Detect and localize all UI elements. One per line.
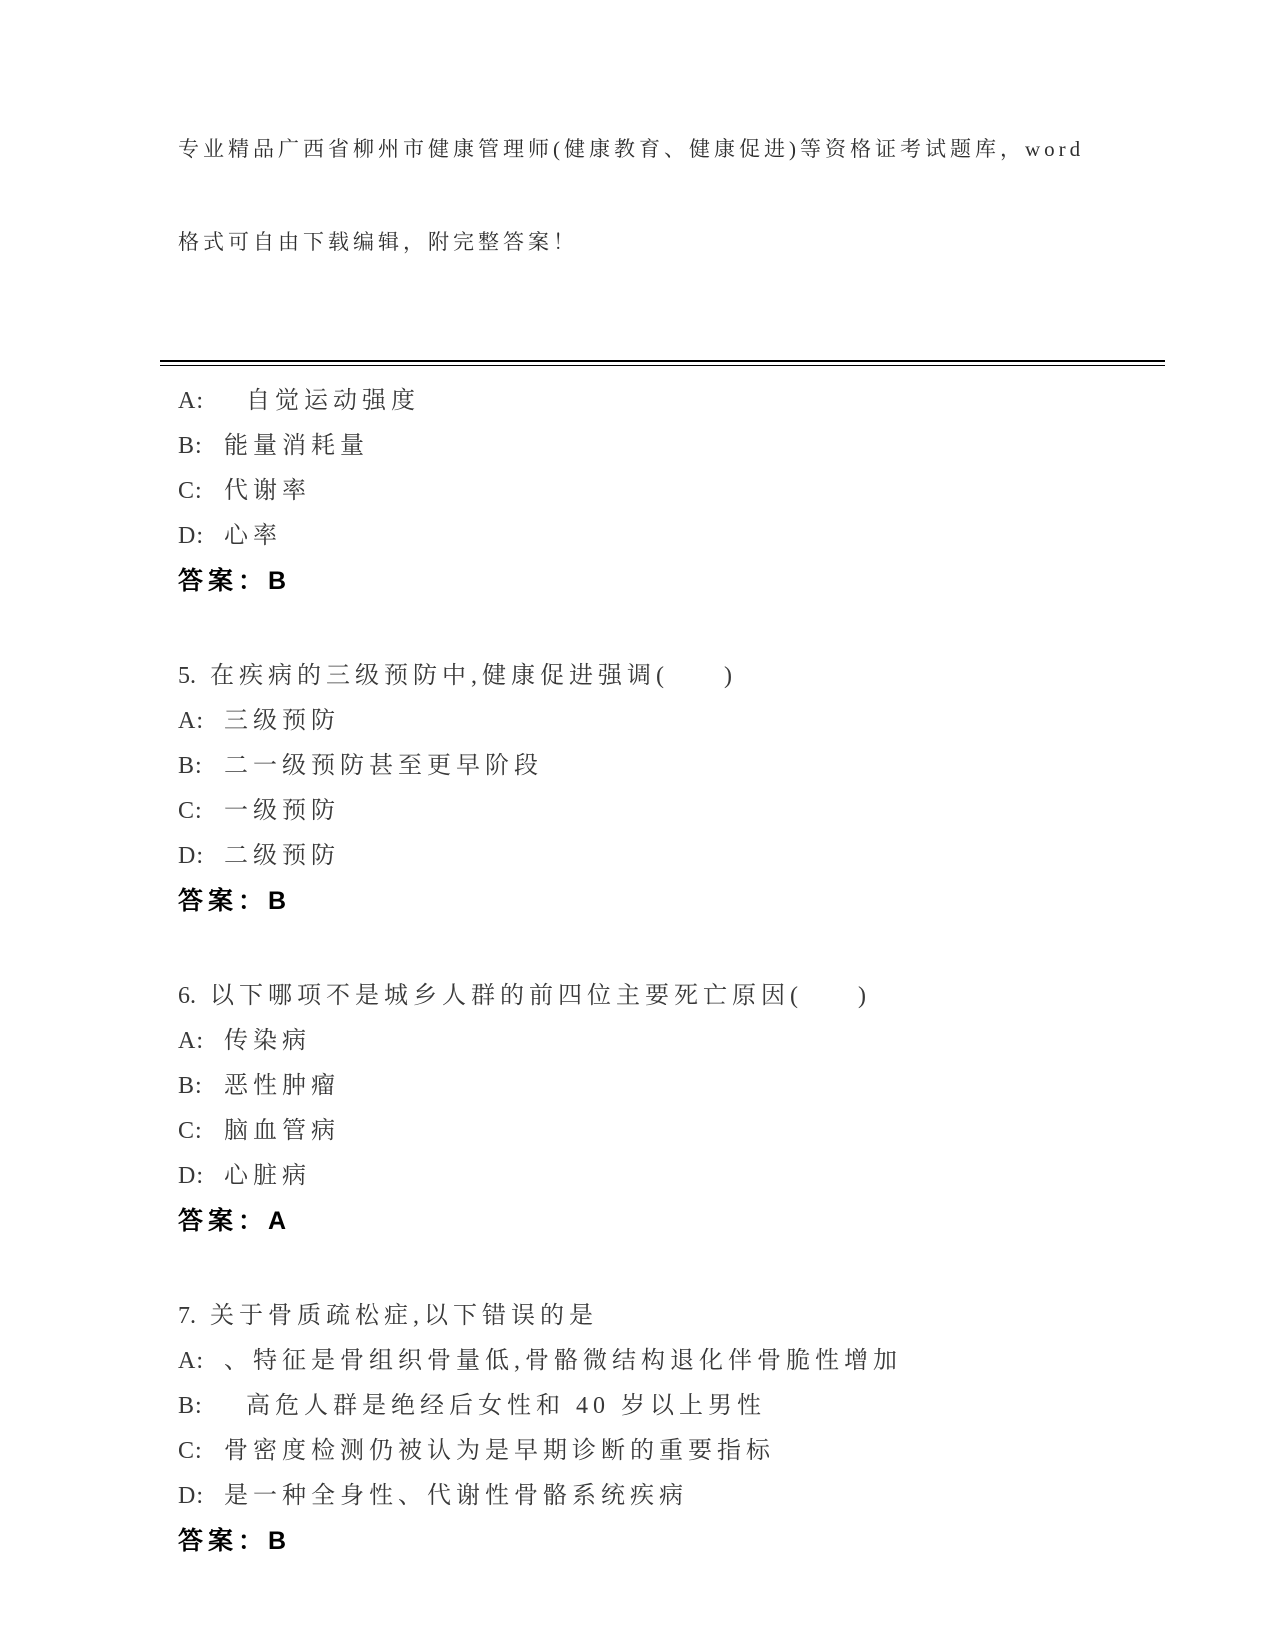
option-text: 骨密度检测仍被认为是早期诊断的重要指标: [224, 1438, 775, 1464]
option-label: C:: [178, 1118, 203, 1144]
question-block-5: [178, 654, 1215, 924]
option-label: D:: [178, 843, 204, 869]
question-number: 6.: [178, 983, 196, 1009]
option-text: 高危人群是绝经后女性和 40 岁以上男性: [224, 1393, 766, 1419]
option-label: B:: [178, 1073, 203, 1099]
question-text: 关于骨质疏松症,以下错误的是: [210, 1303, 598, 1329]
answer-prefix: 答案：: [178, 1207, 269, 1235]
header-text-line2: 格式可自由下载编辑，附完整答案！: [178, 230, 578, 254]
option-line: [178, 834, 1215, 879]
option-line: [178, 744, 1215, 789]
answer-value: B: [268, 567, 292, 595]
option-label: A:: [178, 708, 204, 734]
option-text: 二级预防: [224, 843, 340, 869]
option-line: [178, 1109, 1215, 1154]
option-label: D:: [178, 1163, 204, 1189]
answer-prefix: 答案：: [178, 567, 269, 595]
question-block-4: [178, 379, 1215, 604]
document-body: [0, 366, 1275, 1564]
option-line: [178, 1154, 1215, 1199]
option-label: D:: [178, 523, 204, 549]
answer-value: B: [268, 887, 292, 915]
option-label: B:: [178, 1393, 203, 1419]
answer-line: [178, 879, 1215, 924]
option-label: B:: [178, 433, 203, 459]
question-title: [178, 974, 1215, 1019]
option-text: 心率: [224, 523, 282, 549]
question-title: [178, 654, 1215, 699]
option-line: [178, 514, 1215, 559]
question-block-6: [178, 974, 1215, 1244]
option-text: 自觉运动强度: [224, 388, 420, 414]
option-text: 能量消耗量: [224, 433, 369, 459]
option-label: A:: [178, 1028, 204, 1054]
option-label: D:: [178, 1483, 204, 1509]
option-label: C:: [178, 478, 203, 504]
question-title: [178, 1294, 1215, 1339]
option-line: [178, 469, 1215, 514]
header-text-line1: 专业精品广西省柳州市健康管理师(健康教育、健康促进)等资格证考试题库，word: [178, 137, 1085, 161]
option-text: 传染病: [224, 1028, 311, 1054]
option-line: [178, 424, 1215, 469]
option-label: A:: [178, 388, 204, 414]
answer-value: B: [268, 1527, 292, 1555]
page-header: [0, 0, 1275, 320]
option-text: 、特征是骨组织骨量低,骨骼微结构退化伴骨脆性增加: [224, 1348, 902, 1374]
answer-line: [178, 1519, 1215, 1564]
option-text: 一级预防: [224, 798, 340, 824]
option-line: [178, 789, 1215, 834]
option-line: [178, 1384, 1215, 1429]
option-label: C:: [178, 798, 203, 824]
answer-line: [178, 559, 1215, 604]
option-label: B:: [178, 753, 203, 779]
option-line: [178, 1064, 1215, 1109]
option-text: 是一种全身性、代谢性骨骼系统疾病: [224, 1483, 688, 1509]
option-line: [178, 1474, 1215, 1519]
question-text: 以下哪项不是城乡人群的前四位主要死亡原因( ): [210, 983, 871, 1009]
question-block-7: [178, 1294, 1215, 1564]
answer-value: A: [268, 1207, 292, 1235]
option-text: 代谢率: [224, 478, 311, 504]
option-line: [178, 1339, 1215, 1384]
question-text: 在疾病的三级预防中,健康促进强调( ): [210, 663, 737, 689]
answer-prefix: 答案：: [178, 887, 269, 915]
option-text: 心脏病: [224, 1163, 311, 1189]
option-line: [178, 1429, 1215, 1474]
option-label: A:: [178, 1348, 204, 1374]
question-number: 7.: [178, 1303, 196, 1329]
option-text: 脑血管病: [224, 1118, 340, 1144]
option-text: 恶性肿瘤: [224, 1073, 340, 1099]
question-number: 5.: [178, 663, 196, 689]
option-text: 三级预防: [224, 708, 340, 734]
option-label: C:: [178, 1438, 203, 1464]
answer-line: [178, 1199, 1215, 1244]
option-line: [178, 1019, 1215, 1064]
option-line: [178, 379, 1215, 424]
option-line: [178, 699, 1215, 744]
answer-prefix: 答案：: [178, 1527, 269, 1555]
option-text: 二一级预防甚至更早阶段: [224, 753, 543, 779]
